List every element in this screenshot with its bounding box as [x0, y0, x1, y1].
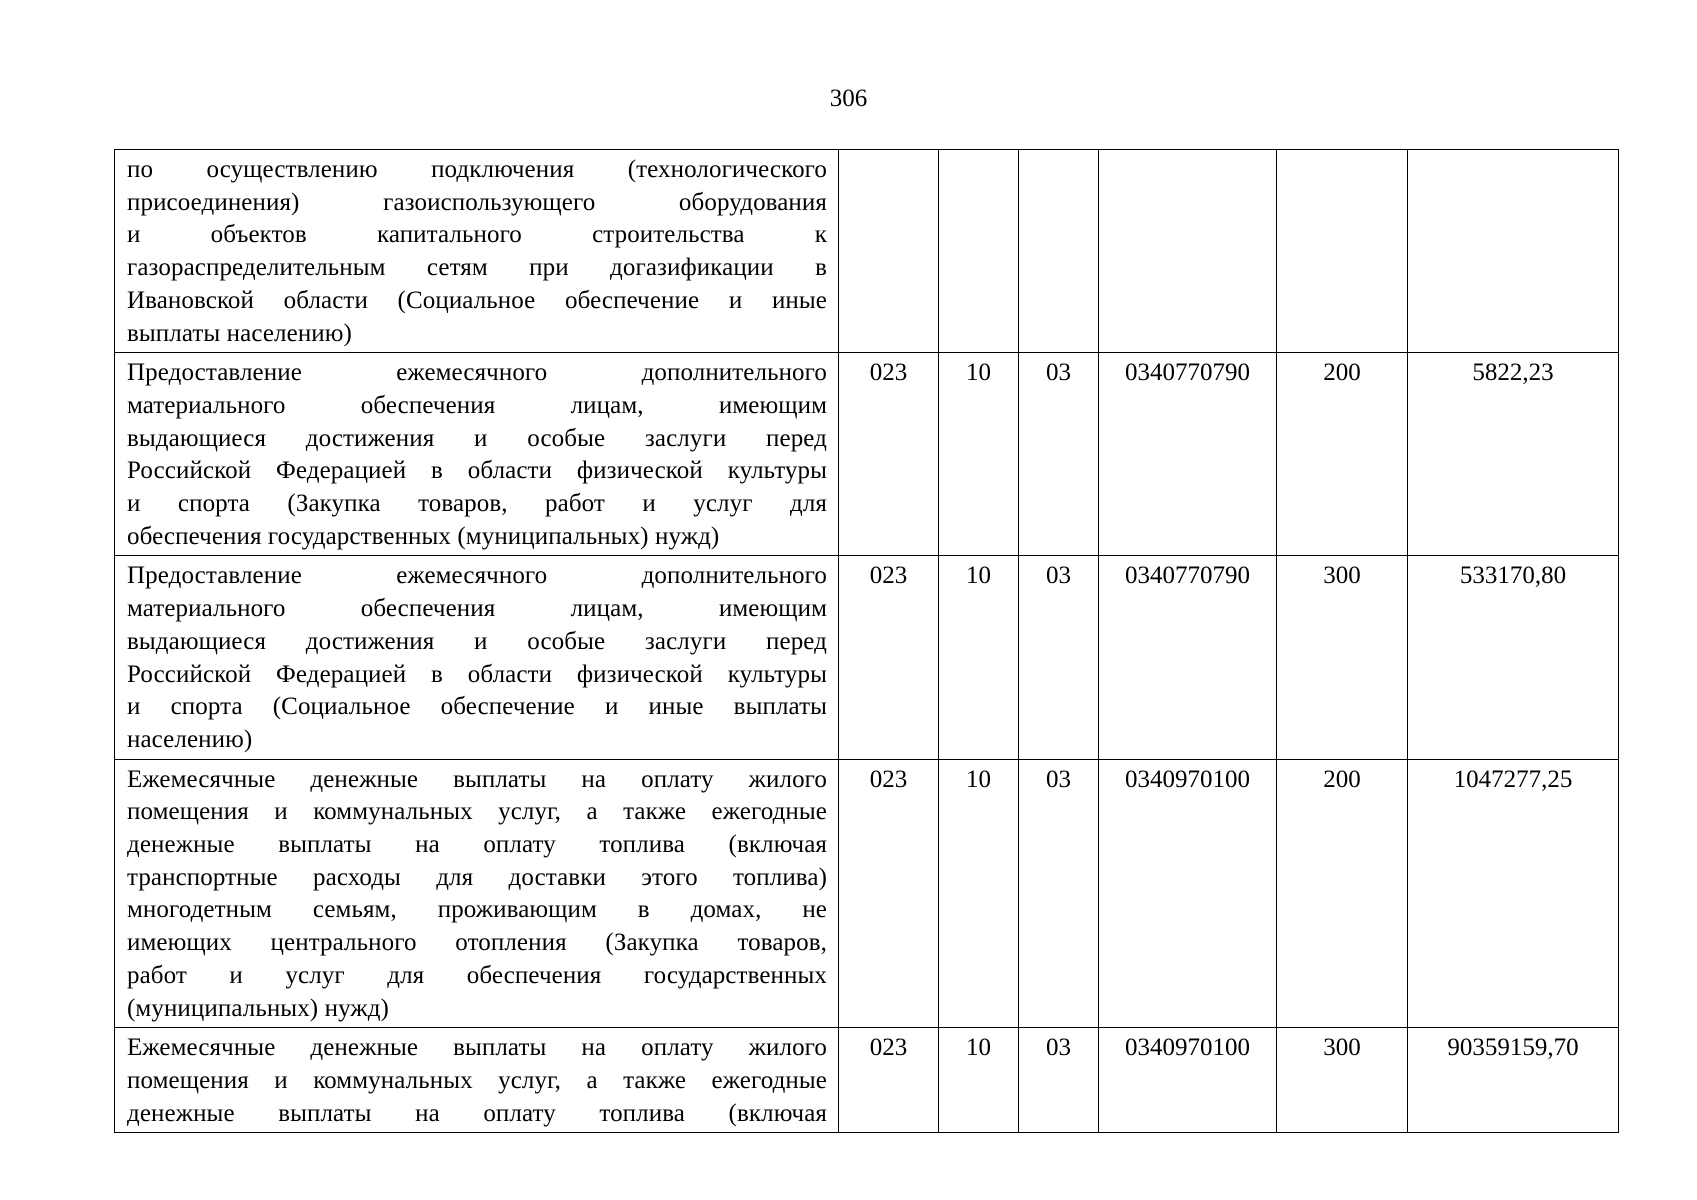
description-line: (муниципальных) нужд)	[127, 994, 389, 1022]
description-line: помещения и коммунальных услуг, а также ежегодные	[127, 798, 827, 826]
row-ministry-code: 023	[839, 759, 939, 1028]
description-line: выдающиеся достижения и особые заслуги перед	[127, 627, 827, 655]
row-description	[115, 556, 839, 759]
row-section-code: 10	[939, 556, 1019, 759]
table-row	[115, 1028, 1619, 1133]
row-ministry-code: 023	[839, 1028, 939, 1133]
description-line: Предоставление ежемесячного дополнительного	[127, 359, 827, 387]
row-expense-type-code: 300	[1277, 1028, 1408, 1133]
row-subsection-code: 03	[1019, 759, 1099, 1028]
table-row	[115, 759, 1619, 1028]
description-line: выплаты населению)	[127, 319, 352, 347]
description-line: Российской Федерацией в области физической культуры	[127, 660, 827, 688]
row-expense-type-code: 200	[1277, 759, 1408, 1028]
row-target-article-code: 0340770790	[1099, 353, 1277, 556]
description-line: обеспечения государственных (муниципальных) нужд)	[127, 522, 720, 550]
description-line: населению)	[127, 725, 253, 753]
row-section-code: 10	[939, 759, 1019, 1028]
row-subsection-code: 03	[1019, 1028, 1099, 1133]
row-section-code	[939, 150, 1019, 353]
table-row	[115, 556, 1619, 759]
description-line: и спорта (Социальное обеспечение и иные выплаты	[127, 693, 827, 721]
row-target-article-code: 0340970100	[1099, 759, 1277, 1028]
row-ministry-code: 023	[839, 353, 939, 556]
row-amount: 5822,23	[1408, 353, 1619, 556]
row-description	[115, 353, 839, 556]
row-ministry-code: 023	[839, 556, 939, 759]
description-line: выдающиеся достижения и особые заслуги перед	[127, 424, 827, 452]
row-section-code: 10	[939, 353, 1019, 556]
description-line: Ежемесячные денежные выплаты на оплату жилого	[127, 765, 827, 793]
table-row	[115, 353, 1619, 556]
description-line: Предоставление ежемесячного дополнительного	[127, 562, 827, 590]
description-line: денежные выплаты на оплату топлива (включая	[127, 831, 827, 859]
table-row	[115, 150, 1619, 353]
description-line: имеющих центрального отопления (Закупка товаров,	[127, 929, 827, 957]
row-amount: 533170,80	[1408, 556, 1619, 759]
row-subsection-code	[1019, 150, 1099, 353]
description-line: Ежемесячные денежные выплаты на оплату жилого	[127, 1034, 827, 1062]
row-amount: 90359159,70	[1408, 1028, 1619, 1133]
description-line: денежные выплаты на оплату топлива (включая	[127, 1099, 827, 1127]
budget-table	[114, 149, 1619, 1133]
row-section-code: 10	[939, 1028, 1019, 1133]
row-ministry-code	[839, 150, 939, 353]
row-target-article-code: 0340970100	[1099, 1028, 1277, 1133]
description-line: работ и услуг для обеспечения государственных	[127, 961, 827, 989]
description-line: помещения и коммунальных услуг, а также ежегодные	[127, 1066, 827, 1094]
description-line: многодетным семьям, проживающим в домах, не	[127, 896, 827, 924]
row-description	[115, 1028, 839, 1133]
row-subsection-code: 03	[1019, 556, 1099, 759]
table-body	[115, 150, 1619, 1133]
row-subsection-code: 03	[1019, 353, 1099, 556]
description-line: материального обеспечения лицам, имеющим	[127, 595, 827, 623]
description-line: Ивановской области (Социальное обеспечение и иные	[127, 286, 827, 314]
row-target-article-code	[1099, 150, 1277, 353]
description-line: материального обеспечения лицам, имеющим	[127, 391, 827, 419]
description-line: по осуществлению подключения (технологического	[127, 156, 827, 183]
row-description	[115, 759, 839, 1028]
row-expense-type-code: 300	[1277, 556, 1408, 759]
page-number: 306	[829, 85, 868, 112]
row-amount: 1047277,25	[1408, 759, 1619, 1028]
description-line: газораспределительным сетям при догазификации в	[127, 254, 827, 282]
row-expense-type-code	[1277, 150, 1408, 353]
description-line: присоединения) газоиспользующего оборудования	[127, 188, 827, 216]
description-line: транспортные расходы для доставки этого топлива)	[127, 863, 827, 891]
description-line: и объектов капитального строительства к	[127, 221, 827, 249]
row-description	[115, 150, 839, 353]
description-line: Российской Федерацией в области физической культуры	[127, 457, 827, 485]
row-expense-type-code: 200	[1277, 353, 1408, 556]
row-target-article-code: 0340770790	[1099, 556, 1277, 759]
description-line: и спорта (Закупка товаров, работ и услуг для	[127, 490, 827, 518]
row-amount	[1408, 150, 1619, 353]
